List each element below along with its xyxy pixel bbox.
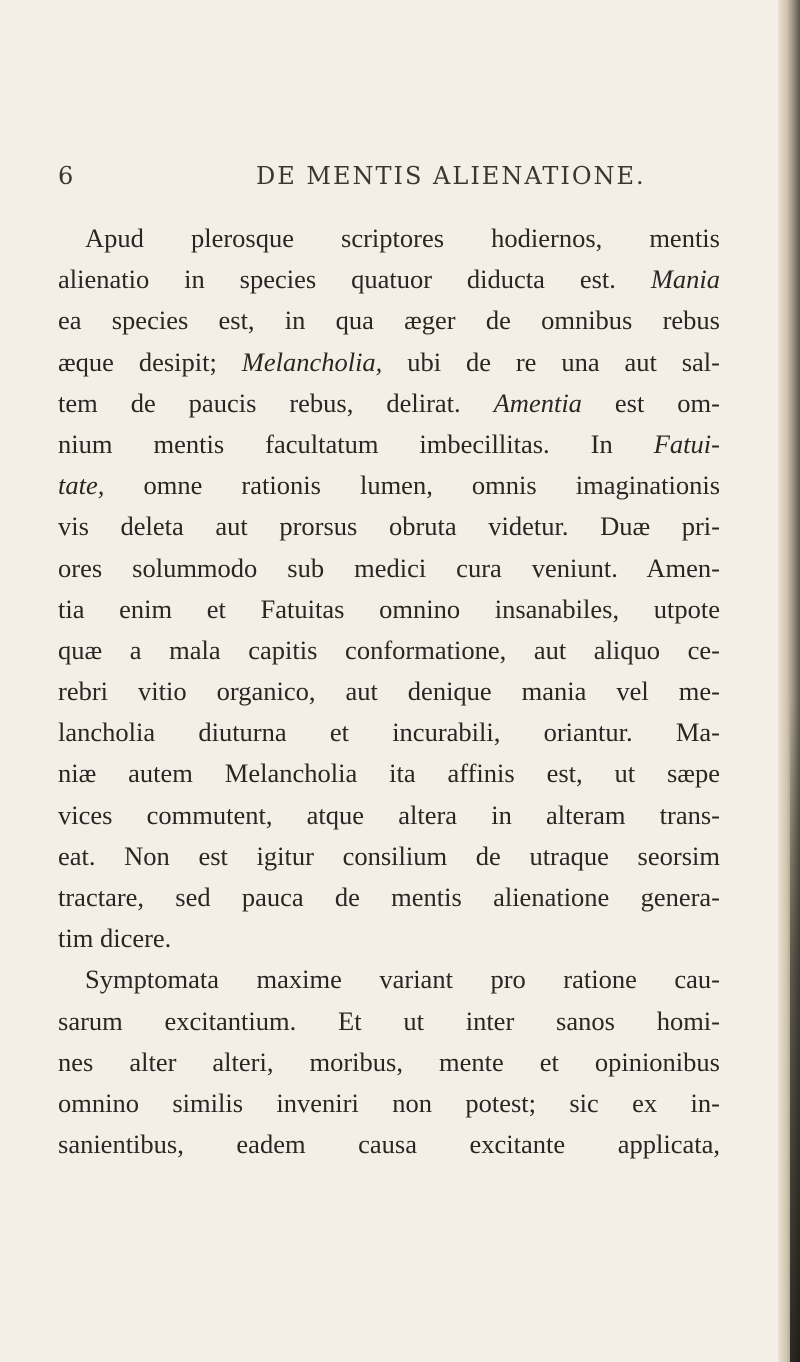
text-run: ubi de re una aut sal-	[407, 346, 720, 377]
text-line	[58, 259, 720, 300]
running-header	[58, 160, 758, 196]
term-melancholia: Melancholia,	[241, 346, 383, 377]
text-line: tia enim et Fatuitas omnino insanabiles, utpote	[58, 593, 720, 624]
text-line	[58, 424, 720, 465]
text-line	[58, 383, 720, 424]
text-line: eat. Non est igitur consilium de utraque seorsim	[58, 840, 720, 871]
text-line: sarum excitantium. Et ut inter sanos homi-	[58, 1005, 720, 1036]
text-line: omnino similis inveniri non potest; sic ex in-	[58, 1087, 720, 1118]
running-title: DE MENTIS ALIENATIONE.	[256, 162, 646, 190]
term-amentia: Amentia	[493, 387, 582, 418]
text-run: alienatio in species quatuor diducta est.	[58, 264, 616, 295]
text-line: lancholia diuturna et incurabili, oriantur. Ma-	[58, 717, 720, 748]
term-mania: Mania	[650, 264, 720, 295]
text-line: Apud plerosque scriptores hodiernos, mentis	[85, 223, 720, 253]
text-run: tem de paucis rebus, delirat.	[58, 387, 461, 418]
text-line: niæ autem Melancholia ita affinis est, ut sæpe	[58, 758, 720, 789]
page-number: 6	[58, 162, 75, 190]
term-fatuitate: Fatui-	[653, 428, 720, 459]
text-run: est om-	[614, 387, 720, 418]
text-run: omne rationis lumen, omnis imaginationis	[143, 470, 721, 501]
text-line	[58, 342, 720, 383]
text-line: ea species est, in qua æger de omnibus rebus	[58, 305, 720, 336]
text-line: vis deleta aut prorsus obruta videtur. Duæ pri-	[58, 511, 720, 542]
text-line	[58, 465, 720, 506]
page-edge-darkening	[790, 700, 800, 1362]
text-line: nes alter alteri, moribus, mente et opinionibus	[58, 1046, 720, 1077]
text-line: vices commutent, atque altera in alteram trans-	[58, 799, 720, 830]
text-line: Symptomata maxime variant pro ratione cau-	[85, 964, 720, 995]
term-fatuitate-cont: tate,	[58, 470, 105, 501]
text-line: tractare, sed pauca de mentis alienatione genera-	[58, 882, 720, 912]
text-line: sanientibus, eadem causa excitante applicata,	[58, 1129, 720, 1160]
body-text	[58, 218, 720, 1165]
text-line: quæ a mala capitis conformatione, aut aliquo ce-	[58, 634, 720, 665]
text-run: nium mentis facultatum imbecillitas. In	[58, 428, 613, 459]
text-line: ores solummodo sub medici cura veniunt. Amen-	[58, 552, 720, 583]
text-run: æque desipit;	[58, 346, 217, 377]
text-line: tim dicere.	[58, 923, 172, 954]
text-line: rebri vitio organico, aut denique mania vel me-	[58, 676, 720, 707]
